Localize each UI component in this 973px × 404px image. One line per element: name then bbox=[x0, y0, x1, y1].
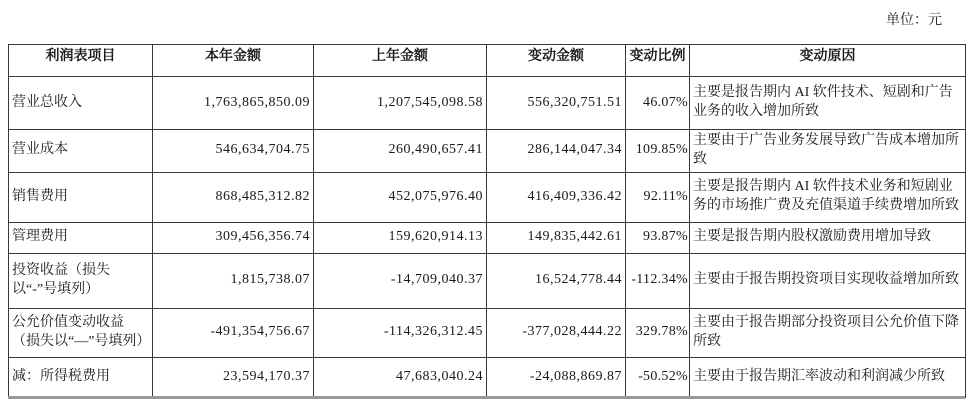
current-amount-cell: 23,594,170.37 bbox=[153, 357, 314, 397]
item-cell: 销售费用 bbox=[9, 172, 153, 222]
header-change-ratio: 变动比例 bbox=[626, 45, 690, 77]
change-reason-cell: 主要是报告期内 AI 软件技术、短剧和广告业务的收入增加所致 bbox=[690, 77, 966, 130]
current-amount-cell: -491,354,756.67 bbox=[153, 308, 314, 357]
prior-amount-cell: -114,326,312.45 bbox=[314, 308, 487, 357]
change-reason-cell: 主要是报告期内股权激励费用增加导致 bbox=[690, 222, 966, 253]
table-row bbox=[9, 308, 966, 357]
change-amount-cell: 286,144,047.34 bbox=[487, 130, 626, 173]
header-row bbox=[9, 45, 966, 77]
current-amount-cell: 1,763,865,850.09 bbox=[153, 77, 314, 130]
change-amount-cell: -377,028,444.22 bbox=[487, 308, 626, 357]
table-row bbox=[9, 357, 966, 397]
header-prior-year-amount: 上年金额 bbox=[314, 45, 487, 77]
change-ratio-cell: 92.11% bbox=[626, 172, 690, 222]
table-row bbox=[9, 253, 966, 308]
change-amount-cell: 556,320,751.51 bbox=[487, 77, 626, 130]
header-current-year-amount: 本年金额 bbox=[153, 45, 314, 77]
table-row bbox=[9, 130, 966, 173]
item-cell: 减：所得税费用 bbox=[9, 357, 153, 397]
prior-amount-cell: 260,490,657.41 bbox=[314, 130, 487, 173]
current-amount-cell: 309,456,356.74 bbox=[153, 222, 314, 253]
change-ratio-cell: -112.34% bbox=[626, 253, 690, 308]
header-change-amount: 变动金额 bbox=[487, 45, 626, 77]
prior-amount-cell: 452,075,976.40 bbox=[314, 172, 487, 222]
change-ratio-cell: -50.52% bbox=[626, 357, 690, 397]
item-cell: 管理费用 bbox=[9, 222, 153, 253]
unit-label: 单位：元 bbox=[886, 13, 942, 28]
change-ratio-cell: 329.78% bbox=[626, 308, 690, 357]
current-amount-cell: 868,485,312.82 bbox=[153, 172, 314, 222]
change-amount-cell: 416,409,336.42 bbox=[487, 172, 626, 222]
item-cell: 营业总收入 bbox=[9, 77, 153, 130]
table-row bbox=[9, 222, 966, 253]
current-amount-cell: 1,815,738.07 bbox=[153, 253, 314, 308]
change-reason-cell: 主要由于广告业务发展导致广告成本增加所致 bbox=[690, 130, 966, 173]
item-cell: 公允价值变动收益（损失以“—”号填列） bbox=[9, 308, 153, 357]
item-cell: 营业成本 bbox=[9, 130, 153, 173]
header-item: 利润表项目 bbox=[9, 45, 153, 77]
prior-amount-cell: 1,207,545,098.58 bbox=[314, 77, 487, 130]
table-row bbox=[9, 77, 966, 130]
change-ratio-cell: 109.85% bbox=[626, 130, 690, 173]
change-reason-cell: 主要由于报告期部分投资项目公允价值下降所致 bbox=[690, 308, 966, 357]
change-amount-cell: -24,088,869.87 bbox=[487, 357, 626, 397]
change-amount-cell: 149,835,442.61 bbox=[487, 222, 626, 253]
change-reason-cell: 主要由于报告期汇率波动和利润减少所致 bbox=[690, 357, 966, 397]
prior-amount-cell: 159,620,914.13 bbox=[314, 222, 487, 253]
income-statement-change-table bbox=[8, 44, 966, 398]
prior-amount-cell: -14,709,040.37 bbox=[314, 253, 487, 308]
prior-amount-cell: 47,683,040.24 bbox=[314, 357, 487, 397]
change-reason-cell: 主要是报告期内 AI 软件技术业务和短剧业务的市场推广费及充值渠道手续费增加所致 bbox=[690, 172, 966, 222]
change-ratio-cell: 46.07% bbox=[626, 77, 690, 130]
next-row-top-border bbox=[8, 396, 965, 399]
change-amount-cell: 16,524,778.44 bbox=[487, 253, 626, 308]
table-row bbox=[9, 172, 966, 222]
change-ratio-cell: 93.87% bbox=[626, 222, 690, 253]
item-cell: 投资收益（损失以“-”号填列） bbox=[9, 253, 153, 308]
header-change-reason: 变动原因 bbox=[690, 45, 966, 77]
change-reason-cell: 主要由于报告期投资项目实现收益增加所致 bbox=[690, 253, 966, 308]
current-amount-cell: 546,634,704.75 bbox=[153, 130, 314, 173]
